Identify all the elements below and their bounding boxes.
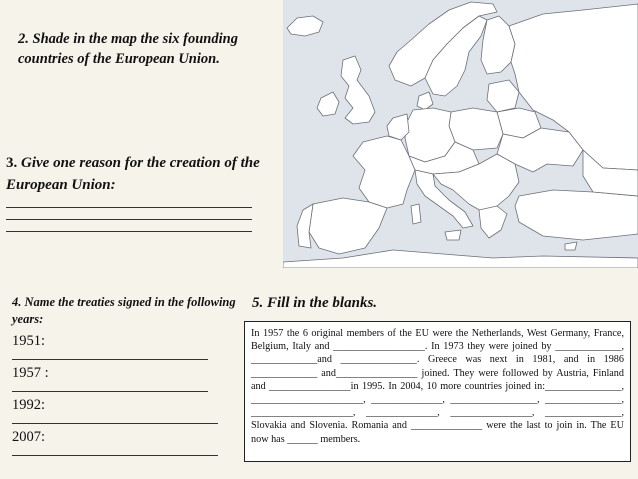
ireland-shape (317, 92, 339, 116)
turkey-shape (515, 190, 638, 240)
france-shape (353, 136, 415, 208)
year-label: 1951: (12, 333, 46, 349)
baltics-shape (487, 80, 519, 112)
britain-shape (341, 56, 375, 124)
question-3-number: 3. (6, 155, 18, 171)
iceland-shape (287, 16, 323, 36)
cyprus-shape (565, 242, 577, 250)
greece-shape (479, 206, 507, 238)
europe-blank-map-icon (283, 0, 638, 268)
answer-line[interactable] (6, 222, 252, 232)
treaty-answer-line[interactable] (12, 350, 208, 360)
year-label: 2007: (12, 429, 46, 445)
question-3-title (6, 152, 262, 196)
treaty-answer-line[interactable] (12, 414, 218, 424)
sardinia-shape (411, 204, 421, 224)
sicily-shape (445, 230, 461, 240)
year-label: 1957 : (12, 365, 49, 381)
question-2 (18, 29, 280, 69)
answer-line[interactable] (6, 210, 252, 220)
question-4-title: 4. Name the treaties signed in the following years: (12, 295, 236, 326)
question-3-text: Give one reason for the creation of the European Union: (6, 155, 260, 193)
answer-line[interactable] (6, 198, 252, 208)
denmark-shape (417, 92, 433, 110)
question-4 (12, 294, 238, 460)
fill-in-blanks-box[interactable] (244, 321, 631, 462)
question-3 (6, 152, 262, 232)
treaty-answer-line[interactable] (12, 446, 218, 456)
question-2-text: 2. Shade in the map the six founding countries of the European Union. (18, 31, 238, 67)
question-5-title: 5. Fill in the blanks. (252, 295, 378, 311)
finland-shape (481, 16, 515, 74)
spain-shape (309, 198, 387, 254)
europe-map[interactable] (283, 0, 638, 268)
fill-in-blanks-paragraph: In 1957 the 6 original members of the EU were the Netherlands, West Germany, France, Belgium, Italy and __________________. In 1973 they were joined by _____________, _____________and _______________. Greece was next in 1981, and in 1986 _____________ and________________ joined. They were followed by Austria, Finland and ________________in 1995. In 2004, 10 more countries joined in:_______________, ______________________, ______________, _________________, _______________, ____________________, ______________, ________________, _______________, Slovakia and Slovenia. Romania and ______________ were the last to join in. The EU now has ______ members. (251, 328, 624, 445)
year-label: 1992: (12, 397, 46, 413)
treaty-answer-line[interactable] (12, 382, 208, 392)
